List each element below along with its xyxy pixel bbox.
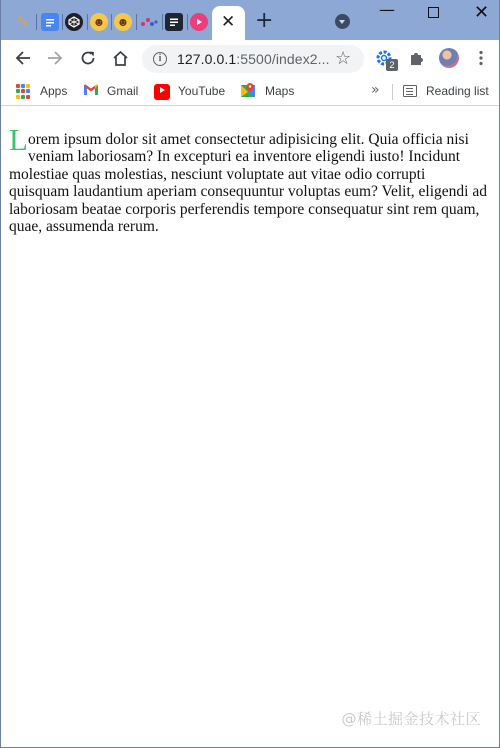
gmail-icon bbox=[83, 84, 99, 100]
dots-logo-icon[interactable] bbox=[140, 13, 158, 31]
apps-grid-icon bbox=[16, 83, 32, 99]
youtube-icon bbox=[154, 84, 170, 100]
drop-cap-letter: L bbox=[9, 122, 28, 157]
bookmark-youtube[interactable] bbox=[154, 81, 225, 101]
new-tab-button[interactable]: + bbox=[255, 8, 274, 33]
url-text[interactable]: 127.0.0.1:5500/index2... bbox=[177, 51, 330, 67]
window-close-button[interactable]: ✕ bbox=[474, 2, 490, 23]
bookmark-star-icon[interactable]: ☆ bbox=[335, 48, 352, 69]
bookmark-label: YouTube bbox=[178, 84, 226, 98]
reading-list-icon bbox=[403, 85, 417, 97]
active-tab[interactable] bbox=[212, 6, 245, 40]
minimize-button[interactable]: — bbox=[379, 0, 395, 19]
reading-list-label: Reading list bbox=[426, 84, 489, 98]
bookmark-label: Gmail bbox=[107, 84, 139, 98]
emoji-laugh-icon[interactable]: ☻ bbox=[90, 13, 108, 31]
dark-app-icon[interactable] bbox=[165, 13, 183, 31]
maximize-button[interactable] bbox=[428, 7, 439, 18]
paragraph-text: orem ipsum dolor sit amet consectetur adipisicing elit. Quia officia nisi veniam laboriosam? In excepturi ea inventore eligendi iusto! Incidunt molestiae quas molestias, nesciunt voluptate aut vitae odio corrupti quisquam laudantium aperiam consequuntur voluptas eum? Velit, eligendi ad laboriosam beatae corporis perferendis tempore consequatur sint rem quam, quae, assumenda rerum. bbox=[9, 131, 487, 236]
tab-strip bbox=[1, 0, 500, 40]
maps-icon bbox=[241, 83, 257, 99]
info-icon[interactable]: i bbox=[153, 52, 167, 66]
bookmark-label: Apps bbox=[40, 84, 68, 98]
bookmarks-divider bbox=[392, 84, 393, 100]
lorem-paragraph bbox=[9, 122, 488, 236]
forward-arrow-icon[interactable] bbox=[45, 48, 65, 68]
close-tab-icon[interactable]: ✕ bbox=[221, 12, 236, 32]
profile-avatar[interactable] bbox=[439, 48, 459, 68]
more-menu-icon[interactable] bbox=[471, 48, 491, 68]
page-content bbox=[1, 107, 499, 747]
emoji-laugh-icon[interactable]: ☻ bbox=[114, 13, 132, 31]
docs-icon[interactable] bbox=[41, 13, 59, 31]
reload-icon[interactable] bbox=[78, 48, 98, 68]
home-icon[interactable] bbox=[110, 48, 130, 68]
toolbar bbox=[1, 40, 500, 76]
bookmark-gmail[interactable] bbox=[83, 81, 138, 101]
bookmarks-bar bbox=[1, 76, 500, 106]
reading-list-button[interactable] bbox=[403, 81, 489, 101]
address-bar[interactable] bbox=[142, 45, 364, 73]
bookmark-label: Maps bbox=[265, 84, 295, 98]
bookmarks-overflow-icon[interactable]: » bbox=[371, 82, 380, 98]
play-circle-icon[interactable] bbox=[190, 13, 208, 31]
watermark: @稀土掘金技术社区 bbox=[341, 710, 481, 728]
back-arrow-icon[interactable] bbox=[13, 48, 33, 68]
extensions-puzzle-icon[interactable] bbox=[406, 48, 426, 68]
bookmark-maps[interactable] bbox=[241, 81, 294, 101]
codepen-icon[interactable] bbox=[65, 13, 83, 31]
pencil-icon[interactable]: ✎ bbox=[16, 14, 30, 31]
extension-badge: 2 bbox=[386, 59, 398, 71]
bookmark-apps[interactable] bbox=[16, 81, 67, 101]
tab-search-icon[interactable] bbox=[335, 14, 350, 29]
